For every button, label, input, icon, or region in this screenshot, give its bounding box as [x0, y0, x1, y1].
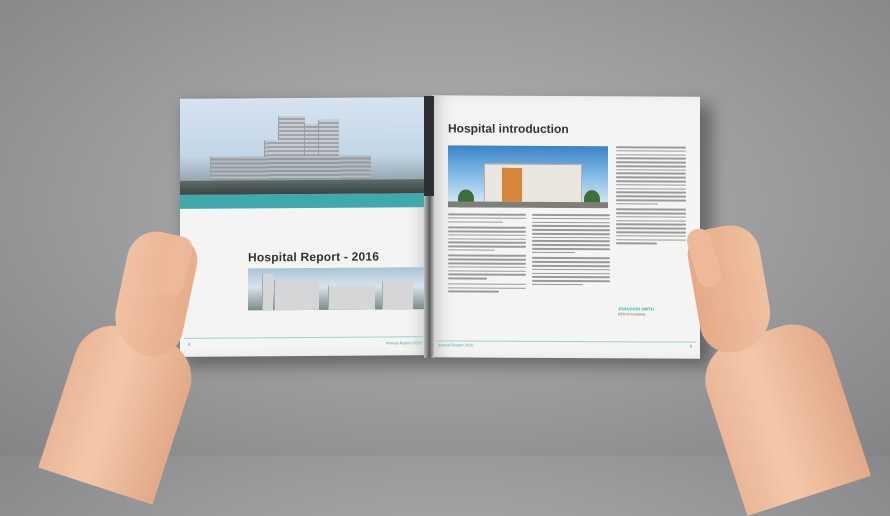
body-text-column-3: [616, 146, 686, 246]
right-footer-text: Annual Report 2016: [438, 342, 474, 348]
left-page: [180, 97, 428, 357]
left-footer-text: Annual Report 2016: [386, 340, 422, 346]
hospital-hero-photo: [180, 97, 428, 195]
spine-dark-strip: [424, 96, 434, 196]
right-page: [432, 95, 700, 358]
left-page-number: 4: [188, 341, 191, 347]
hospital-exterior-photo: [448, 145, 608, 208]
body-text-column-2: [532, 214, 610, 288]
right-footer-rule: [436, 340, 696, 342]
body-text-column-1: [448, 213, 526, 294]
hospital-building-photo: [248, 267, 428, 310]
signature-name: JONATHON SMITH: [618, 306, 654, 312]
left-footer-rule: [184, 336, 424, 339]
signature-role: CEO of Company: [618, 312, 646, 317]
report-title: Hospital Report - 2016: [248, 249, 380, 265]
accent-band: [180, 193, 428, 209]
right-page-number: 5: [689, 343, 692, 349]
intro-title: Hospital introduction: [448, 121, 569, 137]
